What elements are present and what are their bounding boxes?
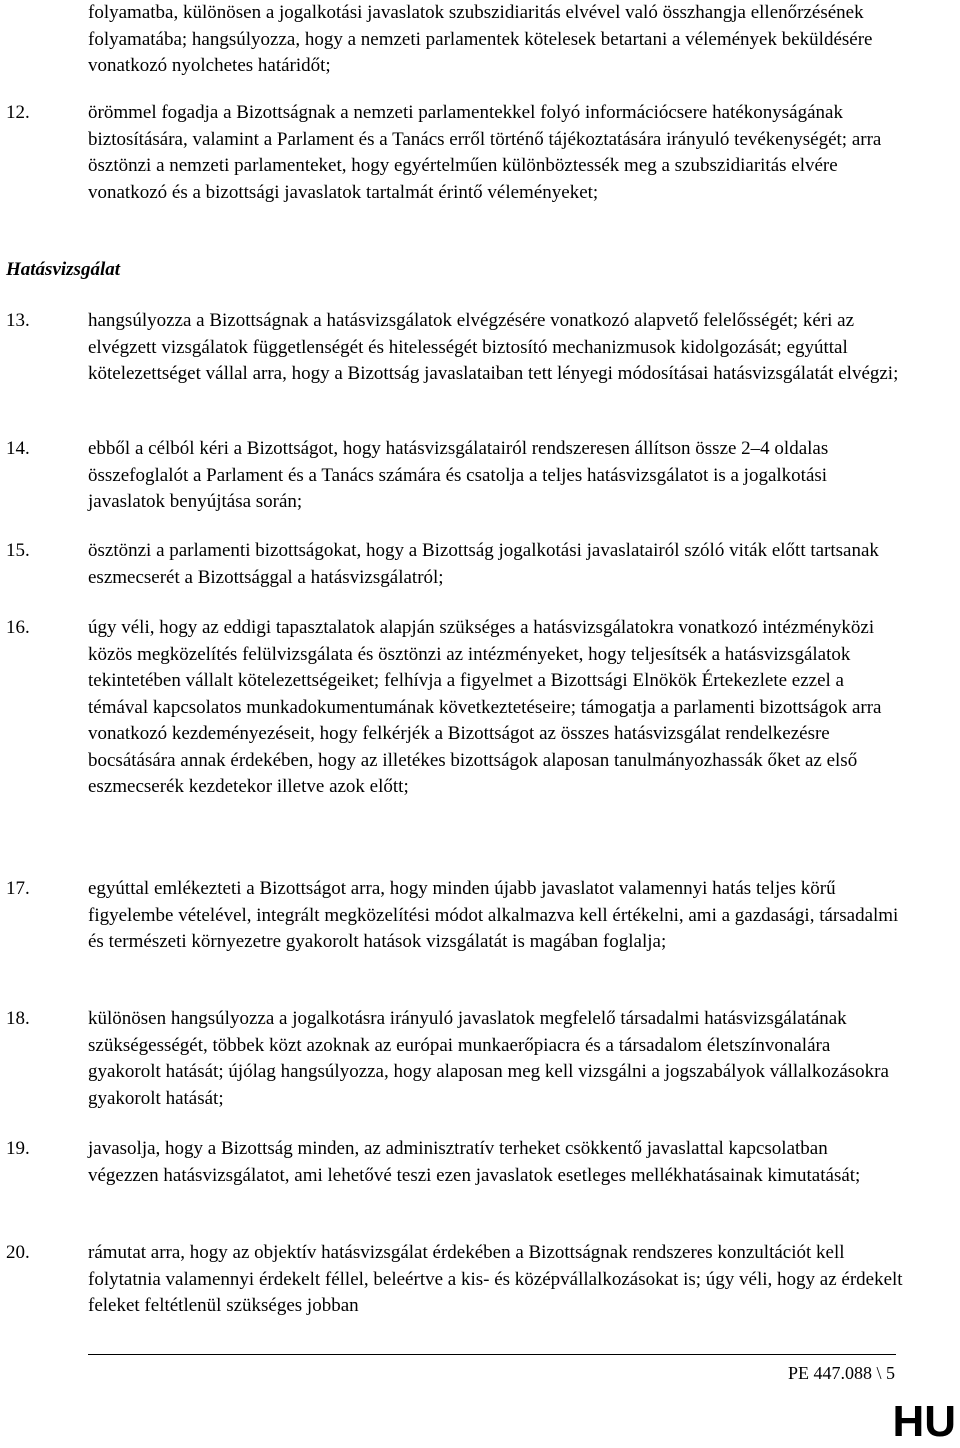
- page-reference: PE 447.088 \ 5: [787, 1363, 895, 1383]
- paragraph-text: hangsúlyozza a Bizottságnak a hatásvizsgálatok elvégzésére vonatkozó alapvető felelősségét; kéri az elvégzett vizsgálatok függetlenségét és hitelességét biztosító mechanizmusok kidolgozását; egyúttal kötelezettséget vállal arra, hogy a Bizottság javaslataiban tett lényegi módosításai hatásvizsgálatát elvégzi;: [88, 310, 899, 384]
- paragraph-number: 14.: [6, 438, 30, 459]
- paragraph-text: örömmel fogadja a Bizottságnak a nemzeti parlamentekkel folyó információcsere hatékonyságának biztosítására, valamint a Parlament és a Tanács erről történő tájékoztatására irányuló tevékenységét; arra ösztönzi a nemzeti parlamenteket, hogy egyértelműen különböztessék meg a szubszidiaritás elvére vonatkozó és a bizottsági javaslatok tartalmát érintő véleményeket;: [88, 102, 882, 203]
- paragraph-number: 18.: [6, 1008, 30, 1029]
- paragraph-text: úgy véli, hogy az eddigi tapasztalatok alapján szükséges a hatásvizsgálatokra vonatkozó intézményközi közös megközelítés felülvizsgálata és ösztönzi az intézményeket, hogy teljesítsék a hatásvizsgálatok tekintetében vállalt kötelezettségeiket; felhívja a figyelmet a Bizottsági Elnökök Értekezlete ezzel a témával kapcsolatos munkadokumentumának következtetéseire; támogatja a parlamenti bizottságok arra vonatkozó kezdeményezéseit, hogy felkérjék a Bizottságot az összes hatásvizsgálat rendelkezésre bocsátására annak érdekében, hogy az illetékes bizottságok alaposan tanulmányozhassák őket az első eszmecserék kezdetekor illetve azok előtt;: [88, 617, 882, 797]
- paragraph-text: rámutat arra, hogy az objektív hatásvizsgálat érdekében a Bizottságnak rendszeres konzultációt kell folytatnia valamennyi érdekelt féllel, beleértve a kis- és középvállalkozásokat is; úgy véli, hogy az érdekelt feleket feltétlenül szükséges jobban: [88, 1242, 903, 1316]
- paragraph-text: egyúttal emlékezteti a Bizottságot arra, hogy minden újabb javaslatot valamennyi hatás teljes körű figyelembe vételével, integrált megközelítési módot alkalmazva kell értékelni, ami a gazdasági, társadalmi és természeti környezetre gyakorolt hatások vizsgálatát is magában foglalja;: [88, 878, 899, 952]
- section-heading: Hatásvizsgálat: [6, 259, 121, 280]
- footer-divider: [88, 1354, 896, 1355]
- paragraph-number: 13.: [6, 310, 30, 331]
- paragraph-number: 17.: [6, 878, 30, 899]
- paragraph-text: ebből a célból kéri a Bizottságot, hogy hatásvizsgálatairól rendszeresen állítson össze 2–4 oldalas összefoglalót a Parlament és a Tanács számára és csatolja a teljes hatásvizsgálatot is a jogalkotási javaslatok benyújtása során;: [88, 438, 829, 512]
- paragraph-text: ösztönzi a parlamenti bizottságokat, hogy a Bizottság jogalkotási javaslatairól szóló viták előtt tartsanak eszmecserét a Bizottsággal a hatásvizsgálatról;: [88, 540, 879, 588]
- paragraph-number: 20.: [6, 1242, 30, 1263]
- paragraph-text: javasolja, hogy a Bizottság minden, az adminisztratív terheket csökkentő javaslattal kapcsolatban végezzen hatásvizsgálatot, ami lehetővé teszi ezen javaslatok esetleges mellékhatásainak kimutatását;: [88, 1138, 861, 1186]
- paragraph-number: 16.: [6, 617, 30, 638]
- paragraph-number: 19.: [6, 1138, 30, 1159]
- language-code: HU: [892, 1397, 956, 1446]
- paragraph-number: 12.: [6, 102, 30, 123]
- paragraph-text: különösen hangsúlyozza a jogalkotásra irányuló javaslatok megfelelő társadalmi hatásvizsgálatának szükségességét, többek közt azoknak az európai munkaerőpiacra és a társadalom életszínvonalára gyakorolt hatását; újólag hangsúlyozza, hogy alaposan meg kell vizsgálni a jogszabályok vállalkozásokra gyakorolt hatását;: [88, 1008, 889, 1109]
- continuation-text: folyamatba, különösen a jogalkotási javaslatok szubszidiaritás elvével való összhangja ellenőrzésének folyamatába; hangsúlyozza, hogy a nemzeti parlamentek kötelesek betartani a vélemények beküldésére vonatkozó nyolchetes határidőt;: [88, 2, 873, 76]
- paragraph-number: 15.: [6, 540, 30, 561]
